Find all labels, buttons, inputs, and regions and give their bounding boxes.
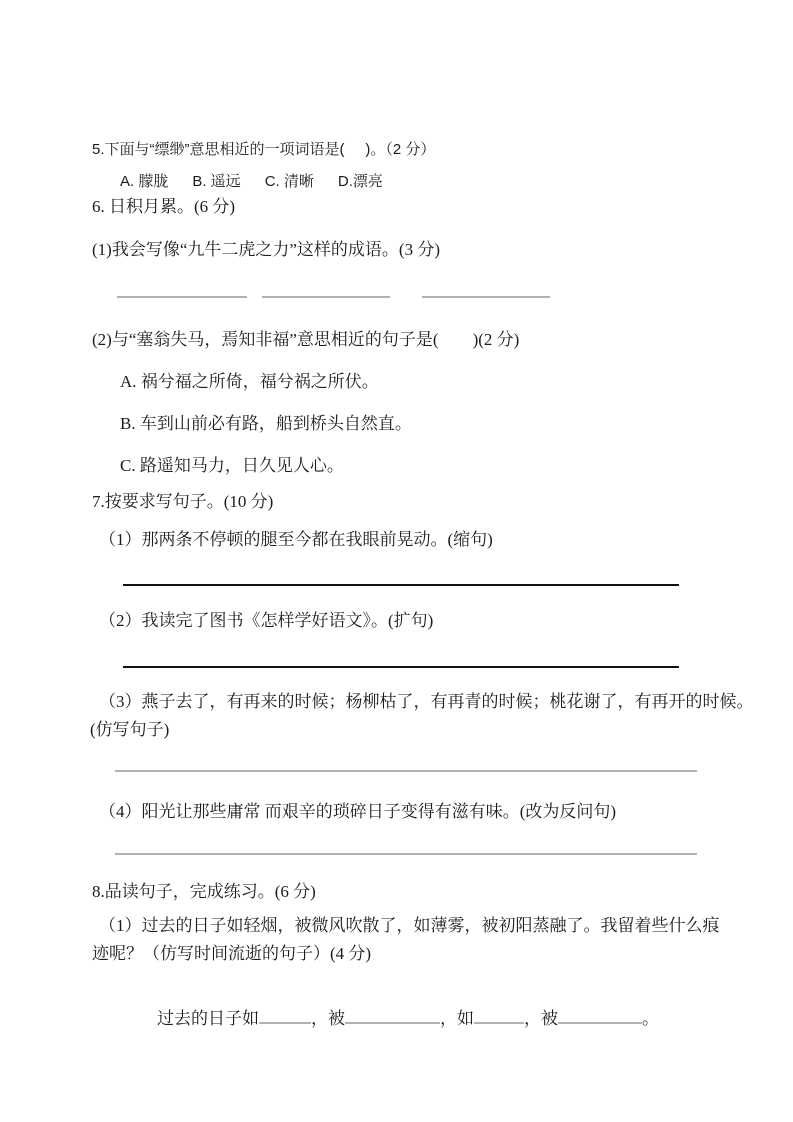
- question-6-part2: (2)与“塞翁失马，焉知非福”意思相近的句子是( )(2 分): [92, 330, 520, 349]
- question-7-part4: （4）阳光让那些庸常 而艰辛的琐碎日子变得有滋有味。(改为反问句): [99, 802, 617, 821]
- fill-blank-4: [558, 1006, 642, 1024]
- fill-blank-1: [259, 1006, 311, 1024]
- question-7-part3-line2: (仿写句子): [90, 720, 170, 739]
- answer-blank-line-3: [422, 296, 550, 298]
- fill-text-1: 过去的日子如: [157, 1008, 259, 1028]
- answer-blank-line-2: [262, 296, 390, 298]
- question-8-part1-line2: 迹呢？（仿写时间流逝的句子）(4 分): [92, 944, 372, 963]
- answer-rule-line-4: [115, 853, 697, 855]
- question-7-stem: 7.按要求写句子。(10 分): [92, 492, 274, 511]
- fill-text-2: ，被: [311, 1008, 345, 1028]
- question-5-option-d: D.漂亮: [337, 173, 383, 190]
- question-6-part1: (1)我会写像“九牛二虎之力”这样的成语。(3 分): [92, 240, 440, 259]
- question-8-fill-sentence: [140, 986, 659, 1048]
- fill-text-5: 。: [642, 1008, 659, 1028]
- question-6-stem: 6. 日积月累。(6 分): [92, 197, 236, 216]
- answer-blank-line-1: [117, 296, 247, 298]
- question-6-option-c: C. 路遥知马力，日久见人心。: [120, 456, 344, 475]
- answer-rule-line-1: [123, 584, 679, 586]
- question-5-option-c: C. 清晰: [264, 173, 314, 190]
- question-6-option-a: A. 祸兮福之所倚，福兮祸之所伏。: [120, 372, 379, 391]
- question-6-option-b: B. 车到山前必有路，船到桥头自然直。: [120, 414, 412, 433]
- question-5-options: [120, 173, 383, 190]
- question-7-part3-line1: （3）燕子去了，有再来的时候；杨柳枯了，有再青的时候；桃花谢了，有再开的时候。: [99, 692, 754, 711]
- fill-blank-2: [345, 1006, 440, 1024]
- question-7-part1: （1）那两条不停顿的腿至今都在我眼前晃动。(缩句): [99, 530, 493, 549]
- fill-text-3: ，如: [440, 1008, 474, 1028]
- question-7-part2: （2）我读完了图书《怎样学好语文》。(扩句): [99, 611, 434, 630]
- answer-rule-line-2: [123, 666, 679, 668]
- fill-blank-3: [474, 1006, 524, 1024]
- fill-text-4: ，被: [524, 1008, 558, 1028]
- question-5-option-b: B. 遥远: [192, 173, 241, 190]
- answer-rule-line-3: [115, 770, 697, 772]
- question-5-stem: 5.下面与“缥缈”意思相近的一项词语是( )。（2 分）: [92, 141, 436, 158]
- question-8-part1-line1: （1）过去的日子如轻烟，被微风吹散了，如薄雾，被初阳蒸融了。我留着些什么痕: [99, 916, 720, 935]
- question-8-stem: 8.品读句子，完成练习。(6 分): [92, 882, 316, 901]
- question-5-option-a: A. 朦胧: [120, 173, 169, 190]
